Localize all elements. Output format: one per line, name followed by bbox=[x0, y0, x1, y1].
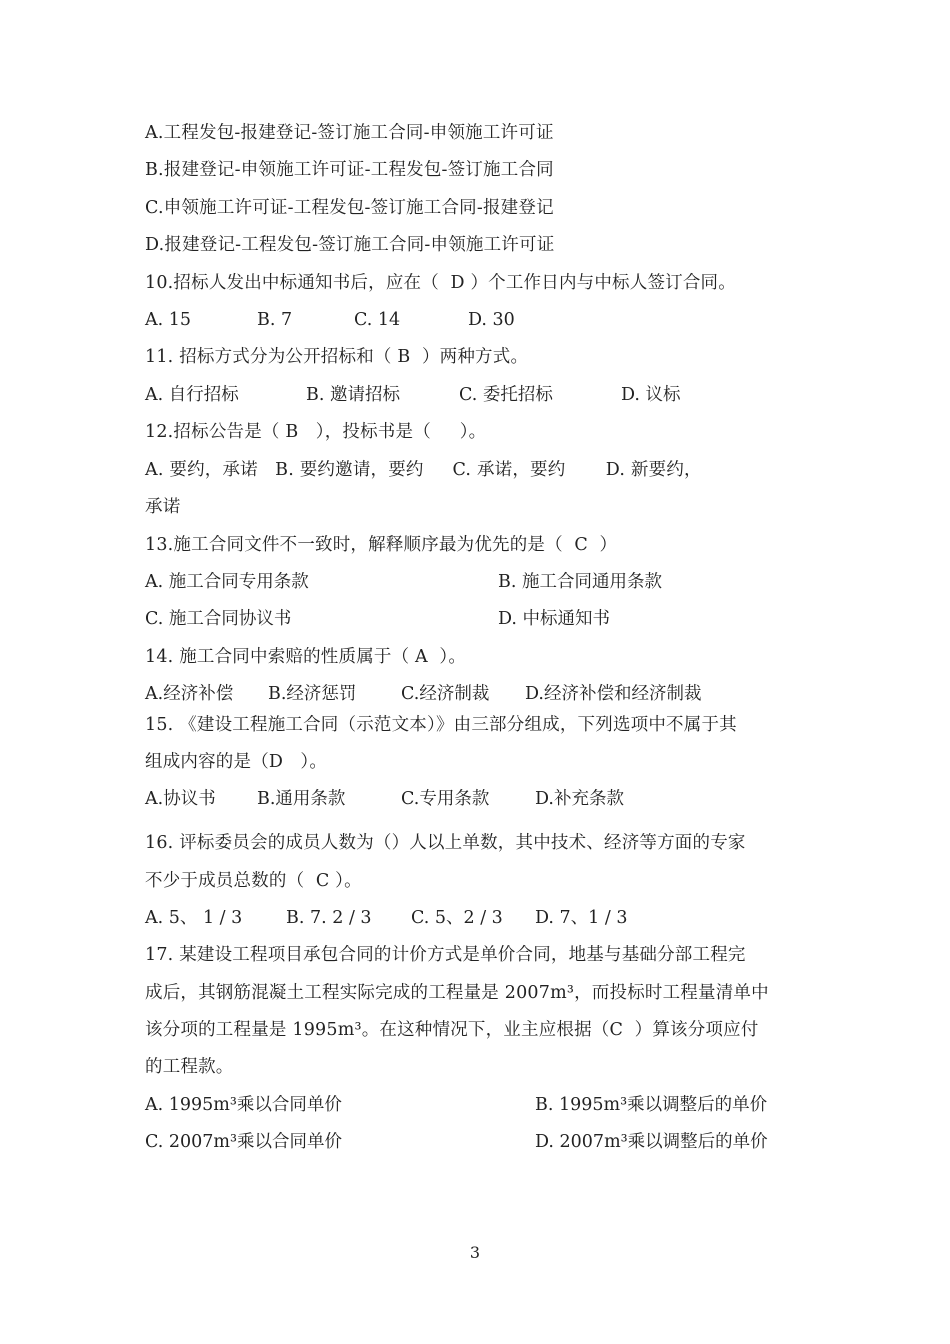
q12-options-line1: A. 要约，承诺 B. 要约邀请，要约 C. 承诺，要约 D. 新要约， bbox=[145, 460, 702, 480]
q15-option-b: B.通用条款 bbox=[257, 789, 346, 809]
q16-stem-line1: 16. 评标委员会的成员人数为（）人以上单数，其中技术、经济等方面的专家 bbox=[145, 833, 746, 853]
q16-option-b: B. 7. 2 / 3 bbox=[286, 908, 372, 928]
q14-stem: 14. 施工合同中索赔的性质属于（ A ）。 bbox=[145, 647, 467, 667]
q17-option-d: D. 2007m³乘以调整后的单价 bbox=[535, 1132, 768, 1152]
q11-options bbox=[145, 383, 800, 407]
q13-option-b: B. 施工合同通用条款 bbox=[498, 572, 662, 592]
q14-options bbox=[145, 682, 800, 706]
q14-option-c: C.经济制裁 bbox=[401, 684, 490, 704]
q9-option-a: A.工程发包-报建登记-签订施工合同-申领施工许可证 bbox=[145, 123, 554, 143]
page-number: 3 bbox=[469, 1243, 481, 1262]
q10-option-d: D. 30 bbox=[468, 310, 515, 330]
q16-stem-line2: 不少于成员总数的（ C ）。 bbox=[145, 871, 362, 891]
q10-options bbox=[145, 308, 800, 332]
q12-stem: 12.招标公告是（ B ），投标书是（ ）。 bbox=[145, 422, 487, 442]
q13-option-d: D. 中标通知书 bbox=[498, 609, 611, 629]
q13-stem: 13.施工合同文件不一致时，解释顺序最为优先的是（ C ） bbox=[145, 535, 618, 555]
q17-option-a: A. 1995m³乘以合同单价 bbox=[145, 1095, 342, 1115]
q11-option-b: B. 邀请招标 bbox=[306, 385, 400, 405]
q17-stem-line3: 该分项的工程量是 1995m³。在这种情况下，业主应根据（C ）算该分项应付 bbox=[145, 1020, 759, 1040]
q14-option-b: B.经济惩罚 bbox=[268, 684, 357, 704]
q17-stem-line4: 的工程款。 bbox=[145, 1057, 234, 1077]
q15-stem-line1: 15. 《建设工程施工合同（示范文本）》由三部分组成，下列选项中不属于其 bbox=[145, 715, 737, 735]
q11-option-d: D. 议标 bbox=[621, 385, 681, 405]
q13-option-a: A. 施工合同专用条款 bbox=[145, 572, 309, 592]
q16-option-c: C. 5、2 / 3 bbox=[411, 908, 503, 928]
q11-option-c: C. 委托招标 bbox=[459, 385, 553, 405]
q11-option-a: A. 自行招标 bbox=[145, 385, 239, 405]
q17-stem-line2: 成后，其钢筋混凝土工程实际完成的工程量是 2007m³，而投标时工程量清单中 bbox=[145, 983, 769, 1003]
q17-stem-line1: 17. 某建设工程项目承包合同的计价方式是单价合同，地基与基础分部工程完 bbox=[145, 945, 746, 965]
q10-stem: 10.招标人发出中标通知书后，应在（ D ）个工作日内与中标人签订合同。 bbox=[145, 273, 736, 293]
q16-option-a: A. 5、 1 / 3 bbox=[145, 908, 243, 928]
q10-option-b: B. 7 bbox=[257, 310, 293, 330]
q16-option-d: D. 7、1 / 3 bbox=[535, 908, 628, 928]
q15-option-d: D.补充条款 bbox=[535, 789, 624, 809]
q12-options-line2: 承诺 bbox=[145, 497, 181, 517]
q15-options bbox=[145, 787, 800, 811]
q15-option-a: A.协议书 bbox=[145, 789, 216, 809]
q13-option-c: C. 施工合同协议书 bbox=[145, 609, 292, 629]
q17-options-row1 bbox=[145, 1093, 800, 1117]
q9-option-b: B.报建登记-申领施工许可证-工程发包-签订施工合同 bbox=[145, 160, 554, 180]
q10-option-c: C. 14 bbox=[354, 310, 401, 330]
q15-option-c: C.专用条款 bbox=[401, 789, 490, 809]
q14-option-d: D.经济补偿和经济制裁 bbox=[525, 684, 702, 704]
q10-option-a: A. 15 bbox=[145, 310, 192, 330]
q17-options-row2 bbox=[145, 1130, 800, 1154]
q17-option-c: C. 2007m³乘以合同单价 bbox=[145, 1132, 343, 1152]
q13-options-row1 bbox=[145, 570, 800, 594]
q14-option-a: A.经济补偿 bbox=[145, 684, 234, 704]
q13-options-row2 bbox=[145, 607, 800, 631]
q11-stem: 11. 招标方式分为公开招标和（ B ）两种方式。 bbox=[145, 347, 529, 367]
q16-options bbox=[145, 906, 800, 930]
q17-option-b: B. 1995m³乘以调整后的单价 bbox=[535, 1095, 768, 1115]
q9-option-d: D.报建登记-工程发包-签订施工合同-申领施工许可证 bbox=[145, 235, 555, 255]
q15-stem-line2: 组成内容的是（D ）。 bbox=[145, 752, 328, 772]
q9-option-c: C.申领施工许可证-工程发包-签订施工合同-报建登记 bbox=[145, 198, 554, 218]
